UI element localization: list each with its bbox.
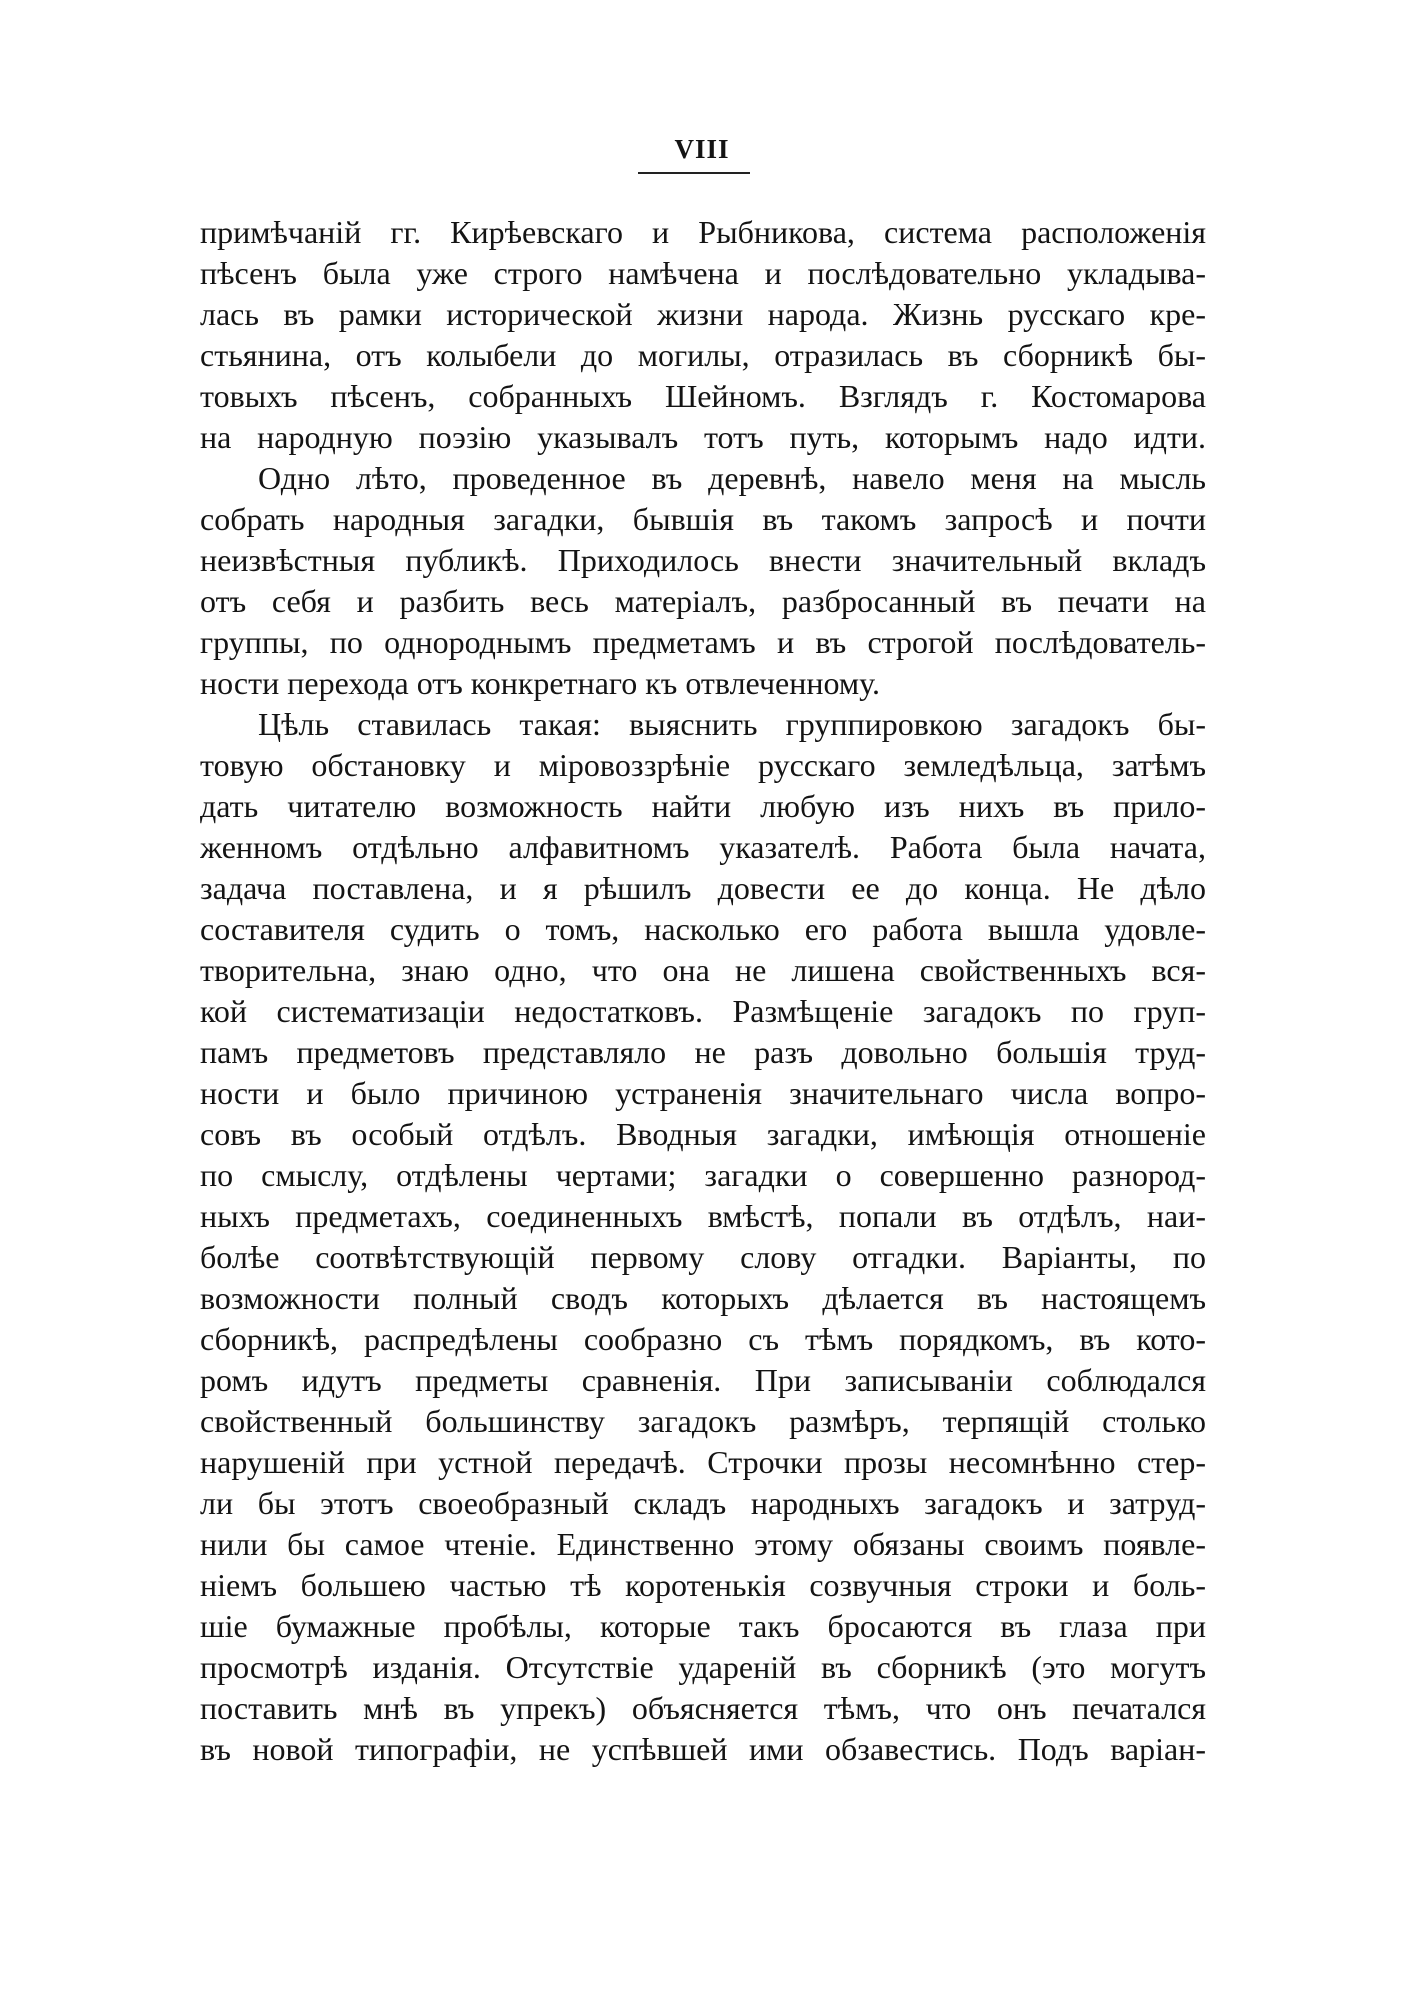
text-line: женномъ отдѣльно алфавитномъ указателѣ. Работа была начата, [200,829,1206,865]
text-line: пѣсенъ была уже строго намѣчена и послѣдовательно укладыва- [200,255,1206,291]
text-line: группы, по однороднымъ предметамъ и въ строгой послѣдователь- [200,624,1206,660]
text-line: болѣе соотвѣтствующій первому слову отгадки. Варіанты, по [200,1239,1206,1275]
text-line: Цѣль ставилась такая: выяснить группировкою загадокъ бы- [258,706,1206,742]
text-line: свойственный большинству загадокъ размѣръ, терпящій столько [200,1403,1206,1439]
text-line: ніемъ большею частью тѣ коротенькія созвучныя строки и боль- [200,1567,1206,1603]
text-line: возможности полный сводъ которыхъ дѣлается въ настоящемъ [200,1280,1206,1316]
text-line: составителя судить о томъ, насколько его работа вышла удовле- [200,911,1206,947]
text-line: ныхъ предметахъ, соединенныхъ вмѣстѣ, попали въ отдѣлъ, наи- [200,1198,1206,1234]
page-number: VIII [674,134,730,164]
text-line: стьянина, отъ колыбели до могилы, отразилась въ сборникѣ бы- [200,337,1206,373]
text-line: совъ въ особый отдѣлъ. Вводныя загадки, имѣющія отношеніе [200,1116,1206,1152]
header-rule [638,172,750,174]
text-line: неизвѣстныя публикѣ. Приходилось внести значительный вкладъ [200,542,1206,578]
text-line: Одно лѣто, проведенное въ деревнѣ, навело меня на мысль [258,460,1206,496]
text-line: ромъ идутъ предметы сравненія. При записываніи соблюдался [200,1362,1206,1398]
text-line: собрать народныя загадки, бывшія въ такомъ запросѣ и почти [200,501,1206,537]
text-line: творительна, знаю одно, что она не лишена свойственныхъ вся- [200,952,1206,988]
body-text [200,212,1206,1770]
text-line: товую обстановку и міровоззрѣніе русскаго земледѣльца, затѣмъ [200,747,1206,783]
text-line: отъ себя и разбить весь матеріалъ, разбросанный въ печати на [200,583,1206,619]
text-line: памъ предметовъ представляло не разъ довольно большія труд- [200,1034,1206,1070]
text-line: нили бы самое чтеніе. Единственно этому обязаны своимъ появле- [200,1526,1206,1562]
text-line: задача поставлена, и я рѣшилъ довести ее до конца. Не дѣло [200,870,1206,906]
text-line: по смыслу, отдѣлены чертами; загадки о совершенно разнород- [200,1157,1206,1193]
text-line: товыхъ пѣсенъ, собранныхъ Шейномъ. Взглядъ г. Костомарова [200,378,1206,414]
text-line: ли бы этотъ своеобразный складъ народныхъ загадокъ и затруд- [200,1485,1206,1521]
text-line: поставить мнѣ въ упрекъ) объясняется тѣмъ, что онъ печатался [200,1690,1206,1726]
text-line: сборникѣ, распредѣлены сообразно съ тѣмъ порядкомъ, въ кото- [200,1321,1206,1357]
text-line: кой систематизаціи недостатковъ. Размѣщеніе загадокъ по груп- [200,993,1206,1029]
text-line: просмотрѣ изданія. Отсутствіе удареній въ сборникѣ (это могутъ [200,1649,1206,1685]
text-line: въ новой типографіи, не успѣвшей ими обзавестись. Подъ варіан- [200,1731,1206,1767]
text-line: лась въ рамки исторической жизни народа. Жизнь русскаго кре- [200,296,1206,332]
text-line: дать читателю возможность найти любую изъ нихъ въ прило- [200,788,1206,824]
text-line: шіе бумажные пробѣлы, которые такъ бросаются въ глаза при [200,1608,1206,1644]
text-line: нарушеній при устной передачѣ. Строчки прозы несомнѣнно стер- [200,1444,1206,1480]
text-line: ности перехода отъ конкретнаго къ отвлеченному. [200,665,880,701]
text-line: на народную поэзію указывалъ тотъ путь, которымъ надо идти. [200,419,1206,455]
text-line: ности и было причиною устраненія значительнаго числа вопро- [200,1075,1206,1111]
text-line: примѣчаній гг. Кирѣевскаго и Рыбникова, система расположенія [200,214,1206,250]
